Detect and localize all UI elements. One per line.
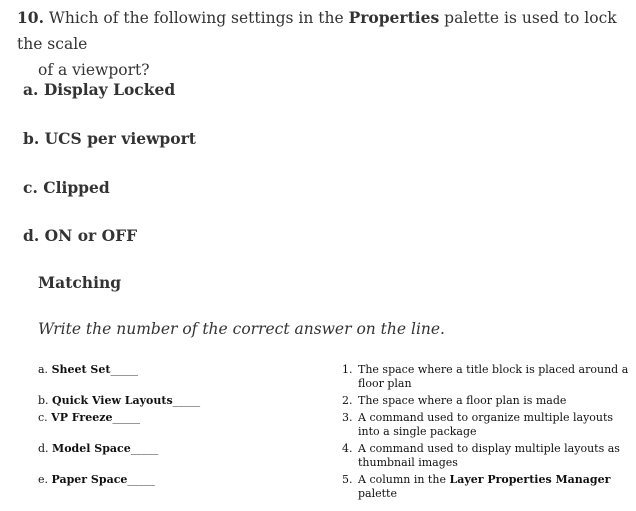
option-c: c. Clipped [23,178,110,197]
matching-instruction: Write the number of the correct answer on the line. [38,320,445,338]
answer-blank: _____ [112,411,140,424]
right-item-text: The space where a floor plan is made [358,394,567,407]
right-item-number: 1. [342,363,353,376]
left-item-letter: c. [38,411,48,424]
answer-blank: _____ [110,363,138,376]
left-item-letter: d. [38,442,49,455]
matching-right-item-1 [342,363,632,391]
left-item-letter: a. [38,363,49,376]
right-item-number: 2. [342,394,353,407]
left-item-term: Quick View Layouts [52,394,173,407]
question-10 [17,5,629,83]
right-item-text: A command used to organize multiple layouts into a single package [358,411,614,438]
matching-right-item-5 [342,473,632,501]
question-number: 10. [17,8,44,27]
matching-left-item-c [38,411,140,424]
right-item-text-after: palette [358,487,397,500]
right-item-number: 3. [342,411,353,424]
matching-left-item-d [38,442,158,455]
right-item-text-bold: Layer Properties Manager [449,473,611,486]
left-item-term: VP Freeze [51,411,113,424]
matching-right-item-2 [342,394,632,408]
matching-left-item-b [38,394,200,407]
right-item-number: 4. [342,442,353,455]
right-item-text [342,473,632,501]
right-item-text-before: A column in the [358,473,450,486]
right-item-number: 5. [342,473,353,486]
left-item-letter: b. [38,394,49,407]
question-text-after: palette is used to lock the scale [17,9,617,53]
option-d: d. ON or OFF [23,226,138,245]
option-a: a. Display Locked [23,80,176,99]
left-item-term: Model Space [52,442,131,455]
question-text-bold: Properties [348,8,440,27]
question-text-before: Which of the following settings in the [48,9,349,27]
answer-blank: _____ [172,394,201,407]
left-item-letter: e. [38,473,49,486]
matching-right-item-4 [342,442,632,470]
left-item-term: Sheet Set [51,363,111,376]
right-item-text: The space where a title block is placed around a floor plan [358,363,629,390]
answer-blank: _____ [130,442,159,455]
right-item-text: A command used to display multiple layouts as thumbnail images [358,442,620,469]
matching-right-item-3 [342,411,632,439]
matching-heading: Matching [38,273,122,292]
question-text-line2: of a viewport? [38,61,150,79]
matching-left-item-a [38,363,138,376]
answer-blank: _____ [127,473,155,486]
matching-left-item-e [38,473,155,486]
left-item-term: Paper Space [51,473,128,486]
option-b: b. UCS per viewport [23,129,196,148]
